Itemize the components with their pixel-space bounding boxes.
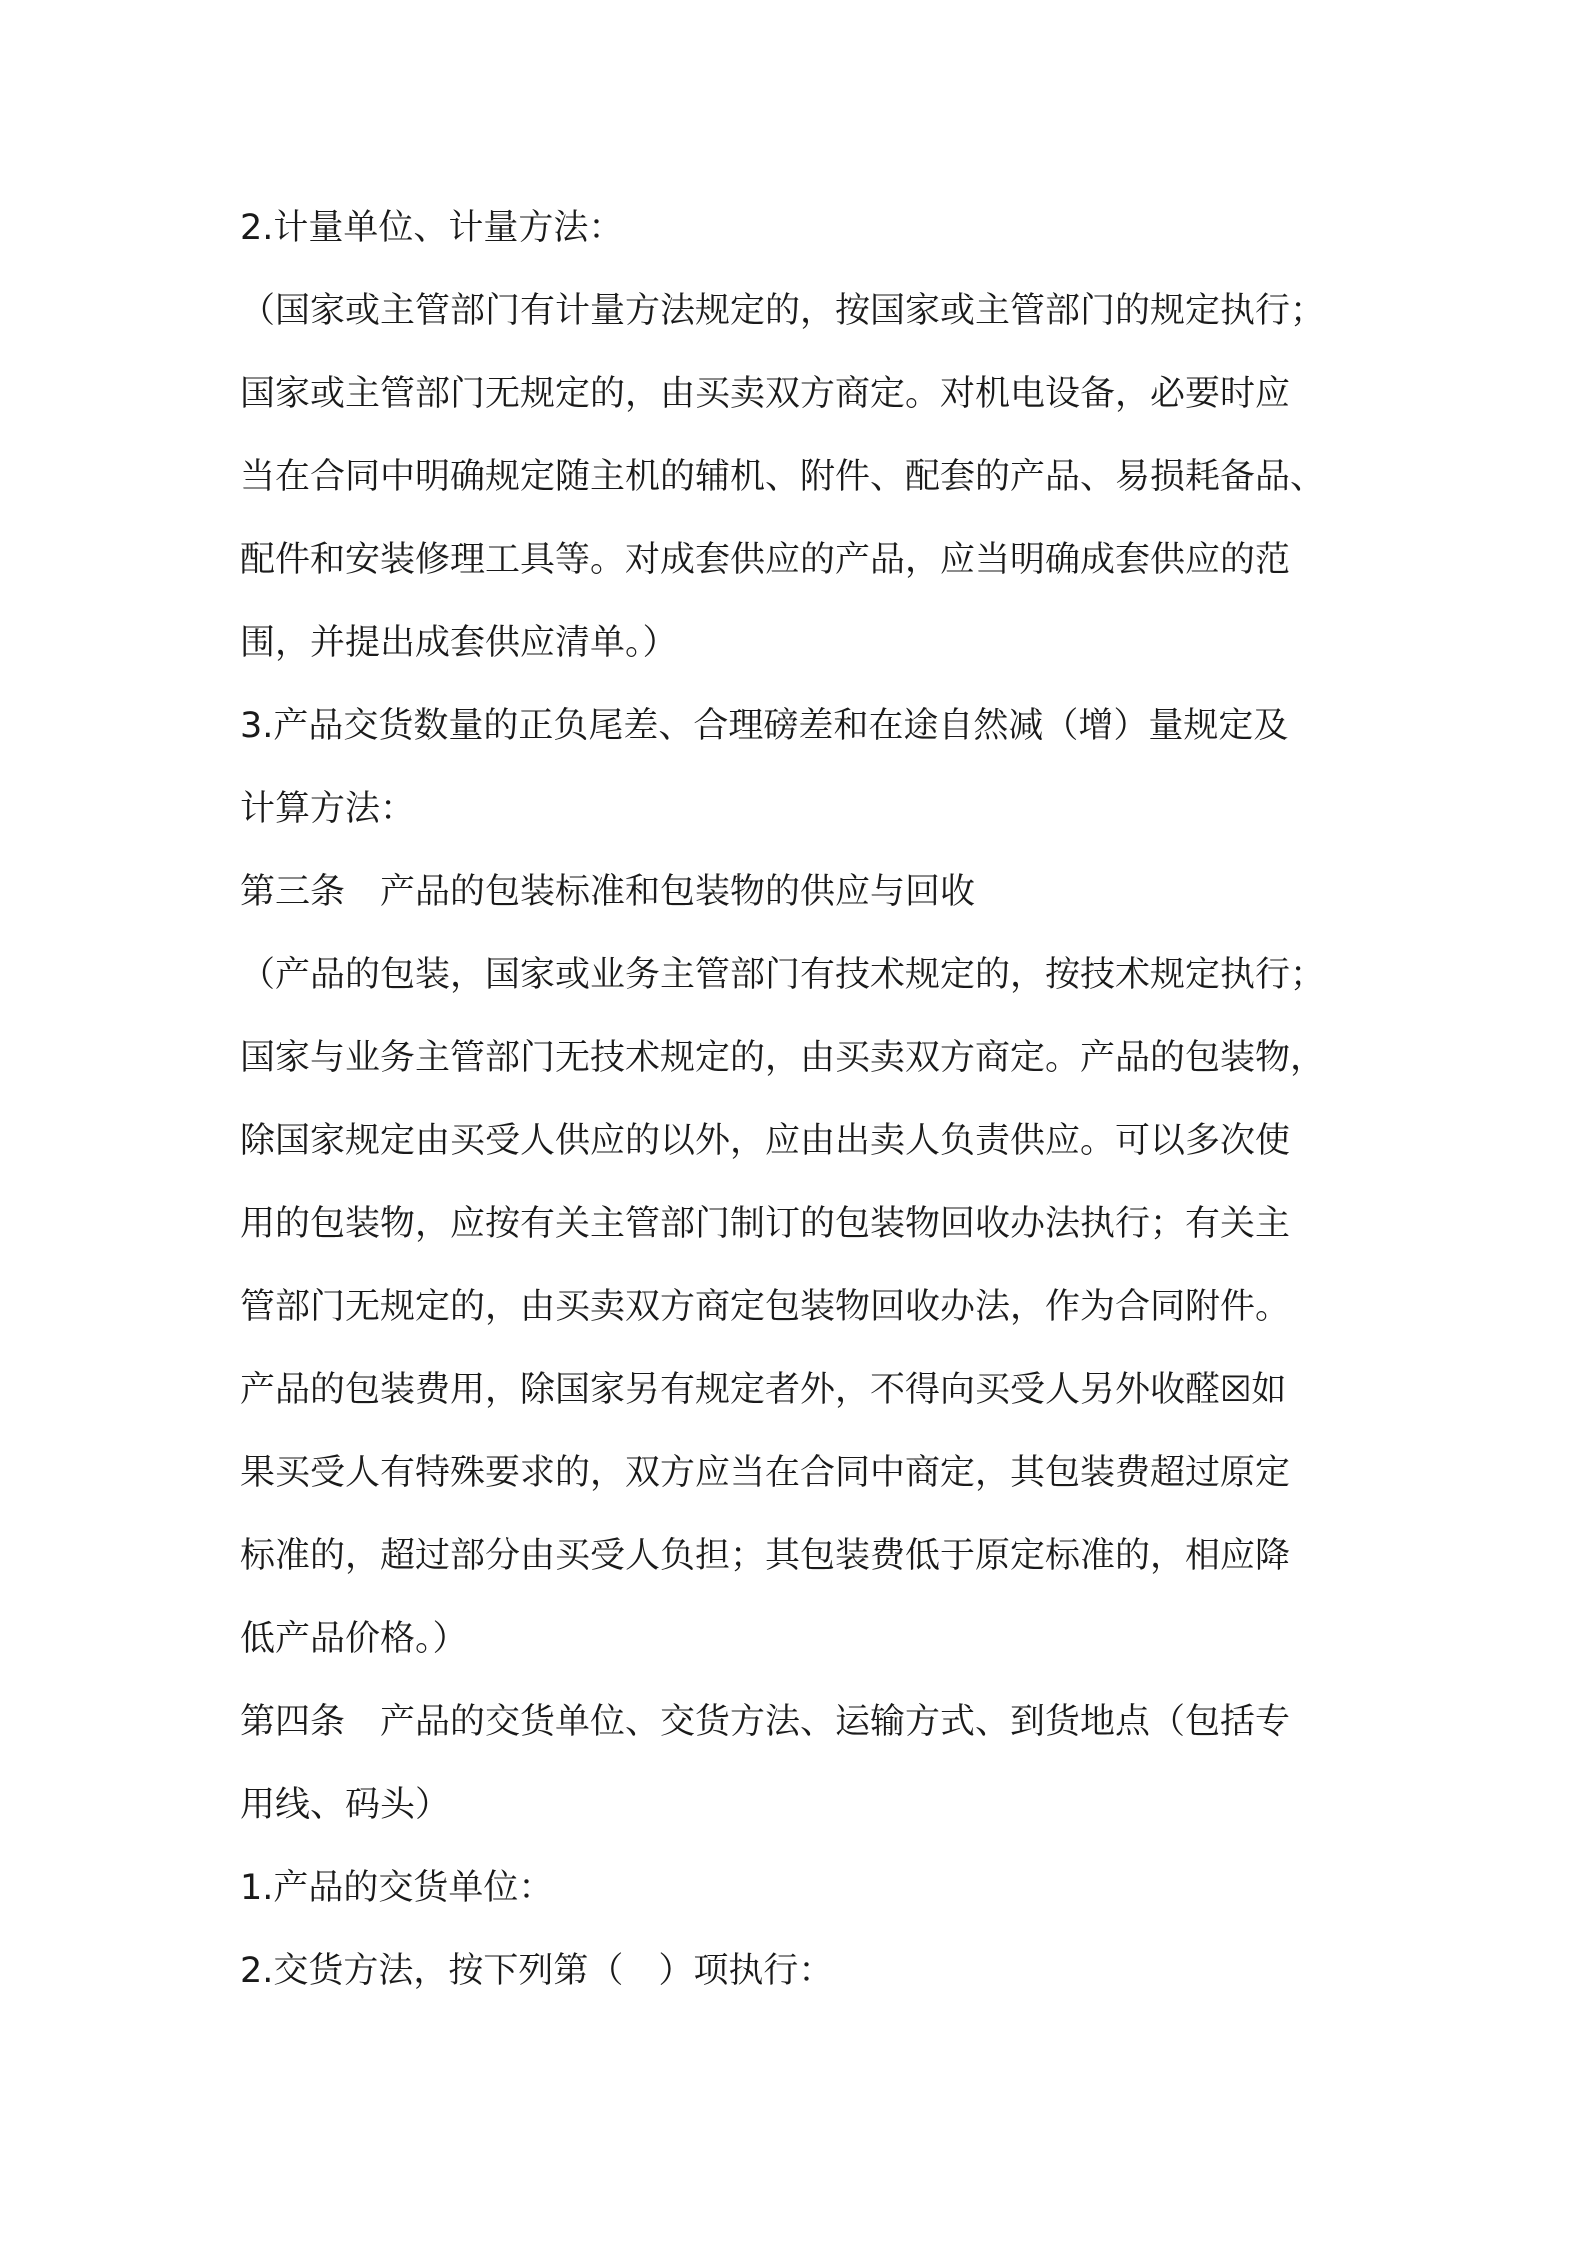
text-line: 国家或主管部门无规定的，由买卖双方商定。对机电设备，必要时应	[240, 374, 1291, 414]
text-line: 管部门无规定的，由买卖双方商定包装物回收办法，作为合同附件。	[240, 1287, 1291, 1327]
section-heading: 第三条 产品的包装标准和包装物的供应与回收	[240, 872, 976, 912]
text-line: 除国家规定由买受人供应的以外，应由出卖人负责供应。可以多次使	[240, 1121, 1291, 1161]
text-line: 1.产品的交货单位：	[240, 1868, 554, 1908]
text-line: 配件和安装修理工具等。对成套供应的产品，应当明确成套供应的范	[240, 540, 1291, 580]
text-line: 果买受人有特殊要求的，双方应当在合同中商定，其包装费超过原定	[240, 1453, 1291, 1493]
text-line: 2.计量单位、计量方法：	[240, 208, 624, 248]
text-line: 低产品价格。）	[240, 1619, 468, 1659]
text-line: 围，并提出成套供应清单。）	[240, 623, 678, 663]
text-line: 国家与业务主管部门无技术规定的，由买卖双方商定。产品的包装物，	[240, 1038, 1326, 1078]
text-line: 用线、码头）	[240, 1785, 451, 1825]
text-line: 2.交货方法，按下列第（ ）项执行：	[240, 1951, 834, 1991]
text-line: 计算方法：	[240, 789, 416, 829]
text-line: 3.产品交货数量的正负尾差、合理磅差和在途自然减（增）量规定及	[240, 706, 1289, 746]
text-line: 当在合同中明确规定随主机的辅机、附件、配套的产品、易损耗备品、	[240, 457, 1326, 497]
text-line: （产品的包装，国家或业务主管部门有技术规定的，按技术规定执行；	[240, 955, 1326, 995]
text-line: （国家或主管部门有计量方法规定的，按国家或主管部门的规定执行；	[240, 291, 1326, 331]
text-line: 标准的，超过部分由买受人负担；其包装费低于原定标准的，相应降	[240, 1536, 1291, 1576]
text-line: 用的包装物，应按有关主管部门制订的包装物回收办法执行；有关主	[240, 1204, 1291, 1244]
text-line: 产品的包装费用，除国家另有规定者外，不得向买受人另外收醛☒如	[240, 1370, 1287, 1410]
section-heading: 第四条 产品的交货单位、交货方法、运输方式、到货地点（包括专	[240, 1702, 1291, 1742]
